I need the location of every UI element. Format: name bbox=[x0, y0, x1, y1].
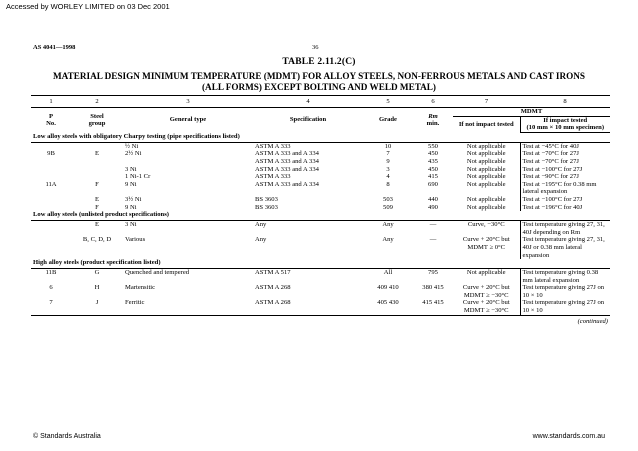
table-subtitle-line-1: MATERIAL DESIGN MINIMUM TEMPERATURE (MDMT) FOR ALLOY STEELS, NON-FERROUS METALS AND CAST IRONS bbox=[53, 71, 585, 81]
cell-spec: ASTM A 333 and A 334 bbox=[255, 165, 319, 173]
cell-not: Not applicable bbox=[466, 173, 506, 181]
table-row bbox=[31, 150, 610, 158]
table-row bbox=[31, 221, 610, 237]
cell-p bbox=[31, 158, 71, 166]
cell-p: 7 bbox=[49, 299, 53, 307]
cell-grade: 7 bbox=[386, 150, 390, 158]
cell-not: Curve + 20°C but MDMT ≥ −30°C bbox=[462, 299, 510, 315]
cell-type: Various bbox=[125, 236, 146, 244]
cell-grade: 4 bbox=[386, 173, 390, 181]
cell-not: Curve, −30°C bbox=[467, 221, 505, 229]
cell-p bbox=[31, 221, 71, 237]
cell-p bbox=[31, 204, 71, 212]
cell-not: Not applicable bbox=[466, 157, 506, 165]
cell-spec: ASTM A 333 bbox=[255, 173, 291, 181]
cell-test: Test at −100°C for 27J bbox=[520, 196, 610, 204]
cell-spec: Any bbox=[255, 221, 267, 229]
cell-rm: 435 bbox=[428, 157, 438, 165]
cell-grade: 509 bbox=[383, 203, 393, 211]
cell-test: Test at −70°C for 27J bbox=[520, 150, 610, 158]
access-note: Accessed by WORLEY LIMITED on 03 Dec 2001 bbox=[6, 2, 170, 11]
cell-rm: 450 bbox=[428, 150, 438, 158]
cell-spec: ASTM A 333 and A 334 bbox=[255, 150, 319, 158]
page-number: 36 bbox=[312, 44, 319, 51]
column-number: 7 bbox=[453, 96, 520, 108]
cell-p bbox=[31, 236, 71, 259]
cell-not: Not applicable bbox=[466, 150, 506, 158]
cell-group: E bbox=[94, 150, 100, 158]
cell-type: 3½ Ni bbox=[125, 195, 142, 203]
cell-type: 9 Ni bbox=[125, 180, 137, 188]
header-not-impact-tested: If not impact tested bbox=[458, 120, 514, 128]
cell-group bbox=[71, 158, 123, 166]
column-number-row bbox=[31, 96, 610, 108]
cell-test: Test temperature giving 27, 31, 40J depending on Rm bbox=[520, 221, 610, 237]
cell-p bbox=[31, 173, 71, 181]
cell-group: B, C, D, D bbox=[82, 236, 112, 244]
table-subtitle-line-2: (ALL FORMS) EXCEPT BOLTING AND WELD METAL) bbox=[202, 82, 436, 92]
cell-grade: Any bbox=[382, 221, 394, 229]
document-reference: AS 4041—1998 bbox=[33, 44, 76, 51]
header-impact-tested: If impact tested bbox=[520, 116, 610, 124]
footer-copyright: © Standards Australia bbox=[33, 433, 101, 440]
cell-test: Test at −196°C for 40J bbox=[520, 204, 610, 212]
cell-p bbox=[31, 166, 71, 174]
table-row bbox=[31, 158, 610, 166]
cell-not: Not applicable bbox=[466, 180, 506, 188]
cell-spec: ASTM A 333 and A 334 bbox=[255, 180, 319, 188]
cell-p: 6 bbox=[49, 284, 53, 292]
footer-website: www.standards.com.au bbox=[532, 433, 605, 440]
header-grade: Grade bbox=[379, 116, 397, 124]
cell-type: 9 Ni bbox=[125, 203, 137, 211]
cell-group: E bbox=[94, 221, 100, 229]
cell-grade: 10 bbox=[384, 142, 392, 150]
cell-test: Test at −90°C for 27J bbox=[520, 173, 610, 181]
cell-group: G bbox=[94, 269, 100, 277]
cell-type bbox=[123, 158, 253, 166]
cell-rm: — bbox=[429, 221, 437, 229]
continued-note: (continued) bbox=[31, 315, 610, 325]
column-number: 5 bbox=[363, 96, 413, 108]
cell-spec: Any bbox=[255, 236, 267, 244]
table-row bbox=[31, 236, 610, 259]
cell-group bbox=[71, 166, 123, 174]
section-title: High alloy steels (product specification listed) bbox=[31, 259, 610, 269]
cell-grade: Any bbox=[382, 236, 394, 244]
cell-rm: 450 bbox=[428, 165, 438, 173]
cell-rm: 690 bbox=[428, 180, 438, 188]
cell-not: Curve + 20°C but MDMT ≥ −30°C bbox=[462, 284, 510, 299]
header-p-no: P No. bbox=[46, 112, 56, 128]
cell-rm: 550 bbox=[428, 142, 438, 150]
cell-spec: BS 3603 bbox=[255, 195, 278, 203]
continued-row bbox=[31, 315, 610, 325]
cell-group: F bbox=[95, 203, 99, 211]
table-row bbox=[31, 269, 610, 285]
cell-p: 9B bbox=[47, 150, 55, 158]
cell-not: Not applicable bbox=[466, 165, 506, 173]
header-row bbox=[31, 108, 610, 117]
column-number: 3 bbox=[123, 96, 253, 108]
cell-type: Ferritic bbox=[125, 299, 145, 307]
mdmt-table bbox=[31, 95, 610, 325]
header-rm-min: Rm min. bbox=[426, 112, 440, 128]
cell-type: ½ Ni bbox=[125, 142, 139, 150]
cell-type: 3 Ni bbox=[125, 165, 137, 173]
cell-group: E bbox=[94, 195, 100, 203]
cell-group: F bbox=[95, 180, 99, 188]
cell-test: Test at −70°C for 27J bbox=[520, 158, 610, 166]
cell-grade: 8 bbox=[386, 180, 390, 188]
section-header-row bbox=[31, 211, 610, 221]
header-specification: Specification bbox=[289, 116, 327, 124]
section-title: Low alloy steels with obligatory Charpy testing (pipe specifications listed) bbox=[31, 132, 610, 142]
section-header-row bbox=[31, 259, 610, 269]
cell-not: Not applicable bbox=[466, 269, 506, 277]
header-steel-group: Steel group bbox=[88, 112, 106, 128]
cell-p: 11A bbox=[45, 180, 57, 188]
cell-rm: 795 bbox=[428, 269, 438, 277]
cell-group: H bbox=[94, 284, 100, 292]
table-row bbox=[31, 284, 610, 299]
cell-rm: 440 bbox=[428, 195, 438, 203]
cell-test: Test temperature giving 27J on 10 × 10 bbox=[520, 284, 610, 299]
cell-type: 3 Ni bbox=[125, 221, 137, 229]
section-header-row bbox=[31, 132, 610, 142]
column-number: 4 bbox=[253, 96, 363, 108]
column-number: 2 bbox=[71, 96, 123, 108]
table-row bbox=[31, 166, 610, 174]
cell-spec: ASTM A 333 bbox=[255, 142, 291, 150]
cell-type: Quenched and tempered bbox=[125, 269, 190, 277]
cell-spec: BS 3603 bbox=[255, 203, 278, 211]
cell-p bbox=[31, 142, 71, 150]
cell-test: Test temperature giving 27J on 10 × 10 bbox=[520, 299, 610, 315]
cell-grade: All bbox=[383, 269, 393, 277]
cell-group: J bbox=[95, 299, 99, 307]
table-row bbox=[31, 181, 610, 196]
cell-type: 2½ Ni bbox=[125, 150, 142, 158]
cell-grade: 3 bbox=[386, 165, 390, 173]
header-specimen-size: (10 mm × 10 mm specimen) bbox=[520, 124, 610, 132]
cell-spec: ASTM A 333 and A 334 bbox=[255, 157, 319, 165]
table-row bbox=[31, 196, 610, 204]
cell-type: Martensitic bbox=[125, 284, 156, 292]
table-title: TABLE 2.11.2(C) bbox=[282, 57, 356, 67]
cell-grade: 503 bbox=[383, 195, 393, 203]
cell-test: Test temperature giving 27, 31, 40J or 0.38 mm lateral expansion bbox=[520, 236, 610, 259]
cell-not: Curve + 20°C but MDMT ≥ 0°C bbox=[462, 236, 510, 251]
cell-rm: 380 415 bbox=[422, 284, 444, 292]
column-number: 1 bbox=[31, 96, 71, 108]
cell-spec: ASTM A 268 bbox=[255, 284, 291, 292]
cell-p: 11B bbox=[45, 269, 57, 277]
cell-test: Test at −45°C for 40J bbox=[520, 142, 610, 150]
cell-grade: 9 bbox=[386, 157, 390, 165]
section-title: Low alloy steels (unlisted product specifications) bbox=[31, 211, 610, 221]
cell-rm: 415 bbox=[428, 173, 438, 181]
cell-type: 1 Ni-1 Cr bbox=[125, 173, 151, 181]
table-row bbox=[31, 142, 610, 150]
cell-test: Test at −100°C for 27J bbox=[520, 166, 610, 174]
cell-rm: 415 415 bbox=[422, 299, 444, 307]
cell-not: Not applicable bbox=[466, 203, 506, 211]
column-number: 6 bbox=[413, 96, 453, 108]
cell-p bbox=[31, 196, 71, 204]
cell-spec: ASTM A 517 bbox=[255, 269, 291, 277]
cell-grade: 409 410 bbox=[377, 284, 399, 292]
cell-test: Test temperature giving 0.38 mm lateral expansion bbox=[520, 269, 610, 285]
cell-test: Test at −195°C for 0.38 mm lateral expansion bbox=[520, 181, 610, 196]
table-row bbox=[31, 299, 610, 315]
cell-rm: 490 bbox=[428, 203, 438, 211]
header-general-type: General type bbox=[169, 116, 207, 124]
cell-rm: — bbox=[429, 236, 437, 244]
table-row bbox=[31, 173, 610, 181]
header-mdmt: MDMT bbox=[453, 108, 610, 117]
column-number: 8 bbox=[520, 96, 610, 108]
cell-spec: ASTM A 268 bbox=[255, 299, 291, 307]
table-row bbox=[31, 204, 610, 212]
cell-group bbox=[71, 173, 123, 181]
cell-not: Not applicable bbox=[466, 195, 506, 203]
cell-grade: 405 430 bbox=[377, 299, 399, 307]
cell-group bbox=[71, 142, 123, 150]
cell-not: Not applicable bbox=[466, 142, 506, 150]
